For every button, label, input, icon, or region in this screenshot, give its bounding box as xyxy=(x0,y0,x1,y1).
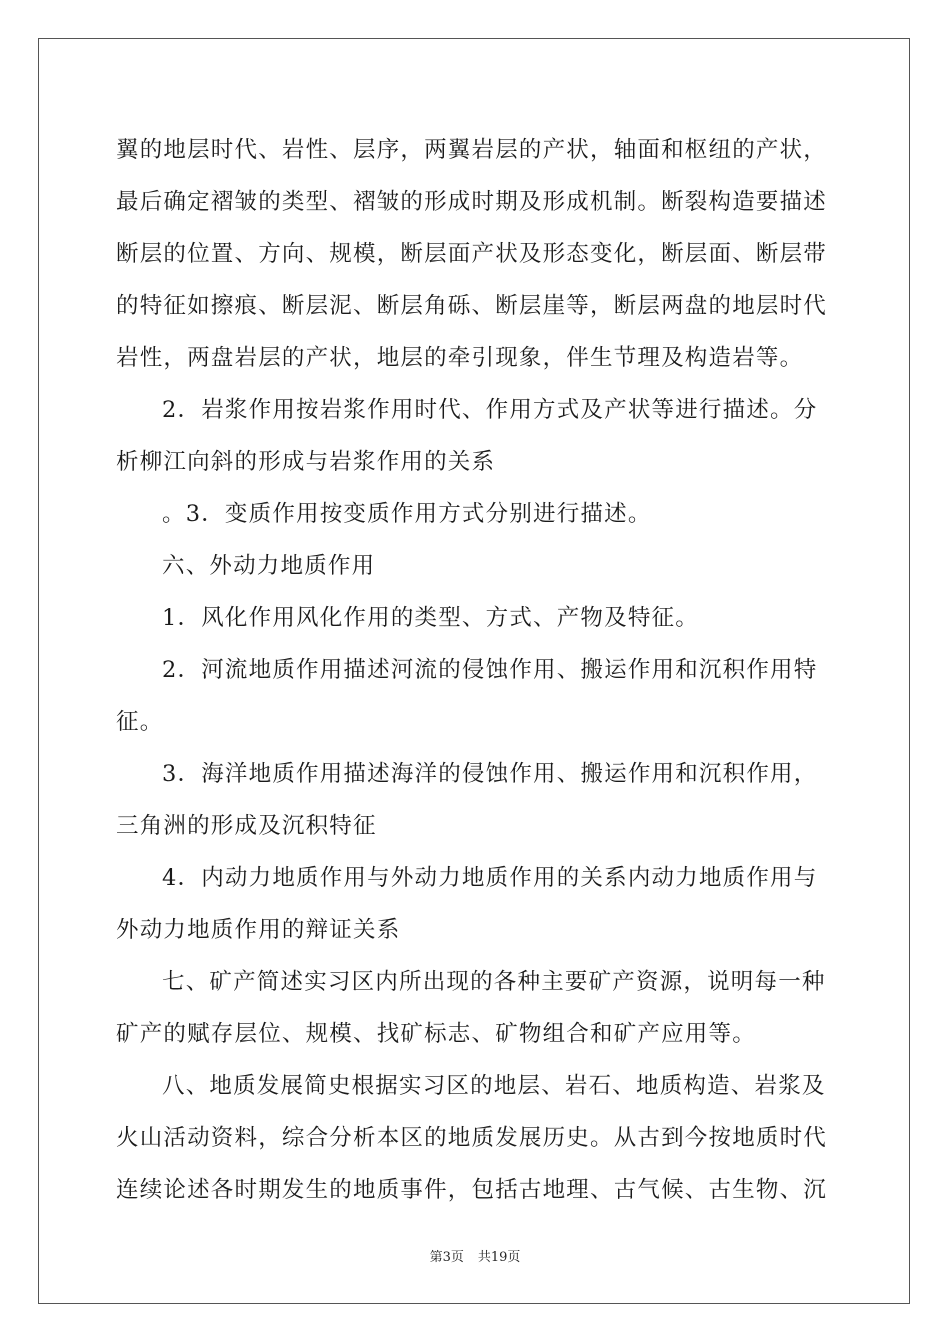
text-line: 的特征如擦痕、断层泥、断层角砾、断层崖等，断层两盘的地层时代 xyxy=(116,293,828,319)
text-line: 2．岩浆作用按岩浆作用时代、作用方式及产状等进行描述。分 xyxy=(162,397,818,423)
text-line: 八、地质发展简史根据实习区的地层、岩石、地质构造、岩浆及 xyxy=(162,1073,826,1099)
document-body xyxy=(116,124,832,1216)
text-line: 征。 xyxy=(116,709,164,735)
text-line: 3．海洋地质作用描述海洋的侵蚀作用、搬运作用和沉积作用， xyxy=(162,761,818,787)
text-line: 七、矿产简述实习区内所出现的各种主要矿产资源，说明每一种 xyxy=(162,969,826,995)
text-line: 火山活动资料，综合分析本区的地质发展历史。从古到今按地质时代 xyxy=(116,1125,828,1151)
section-heading: 六、外动力地质作用 xyxy=(162,553,376,579)
page-number: 第3页 xyxy=(429,1250,464,1265)
text-line: 翼的地层时代、岩性、层序，两翼岩层的产状，轴面和枢纽的产状， xyxy=(116,137,828,163)
text-line: 外动力地质作用的辩证关系 xyxy=(116,917,401,943)
text-line: 断层的位置、方向、规模，断层面产状及形态变化，断层面、断层带 xyxy=(116,241,828,267)
text-line: 2．河流地质作用描述河流的侵蚀作用、搬运作用和沉积作用特 xyxy=(162,657,818,683)
text-line: 。3．变质作用按变质作用方式分别进行描述。 xyxy=(162,501,652,527)
text-line: 三角洲的形成及沉积特征 xyxy=(116,813,377,839)
total-pages: 共19页 xyxy=(477,1250,521,1265)
page-footer xyxy=(0,1246,950,1265)
text-line: 矿产的赋存层位、规模、找矿标志、矿物组合和矿产应用等。 xyxy=(116,1021,756,1047)
text-line: 4．内动力地质作用与外动力地质作用的关系内动力地质作用与 xyxy=(162,865,818,891)
text-line: 最后确定褶皱的类型、褶皱的形成时期及形成机制。断裂构造要描述 xyxy=(116,189,828,215)
text-line: 岩性，两盘岩层的产状，地层的牵引现象，伴生节理及构造岩等。 xyxy=(116,345,804,371)
text-line: 连续论述各时期发生的地质事件，包括古地理、古气候、古生物、沉 xyxy=(116,1177,828,1203)
text-line: 1．风化作用风化作用的类型、方式、产物及特征。 xyxy=(162,605,699,631)
text-line: 析柳江向斜的形成与岩浆作用的关系 xyxy=(116,449,496,475)
